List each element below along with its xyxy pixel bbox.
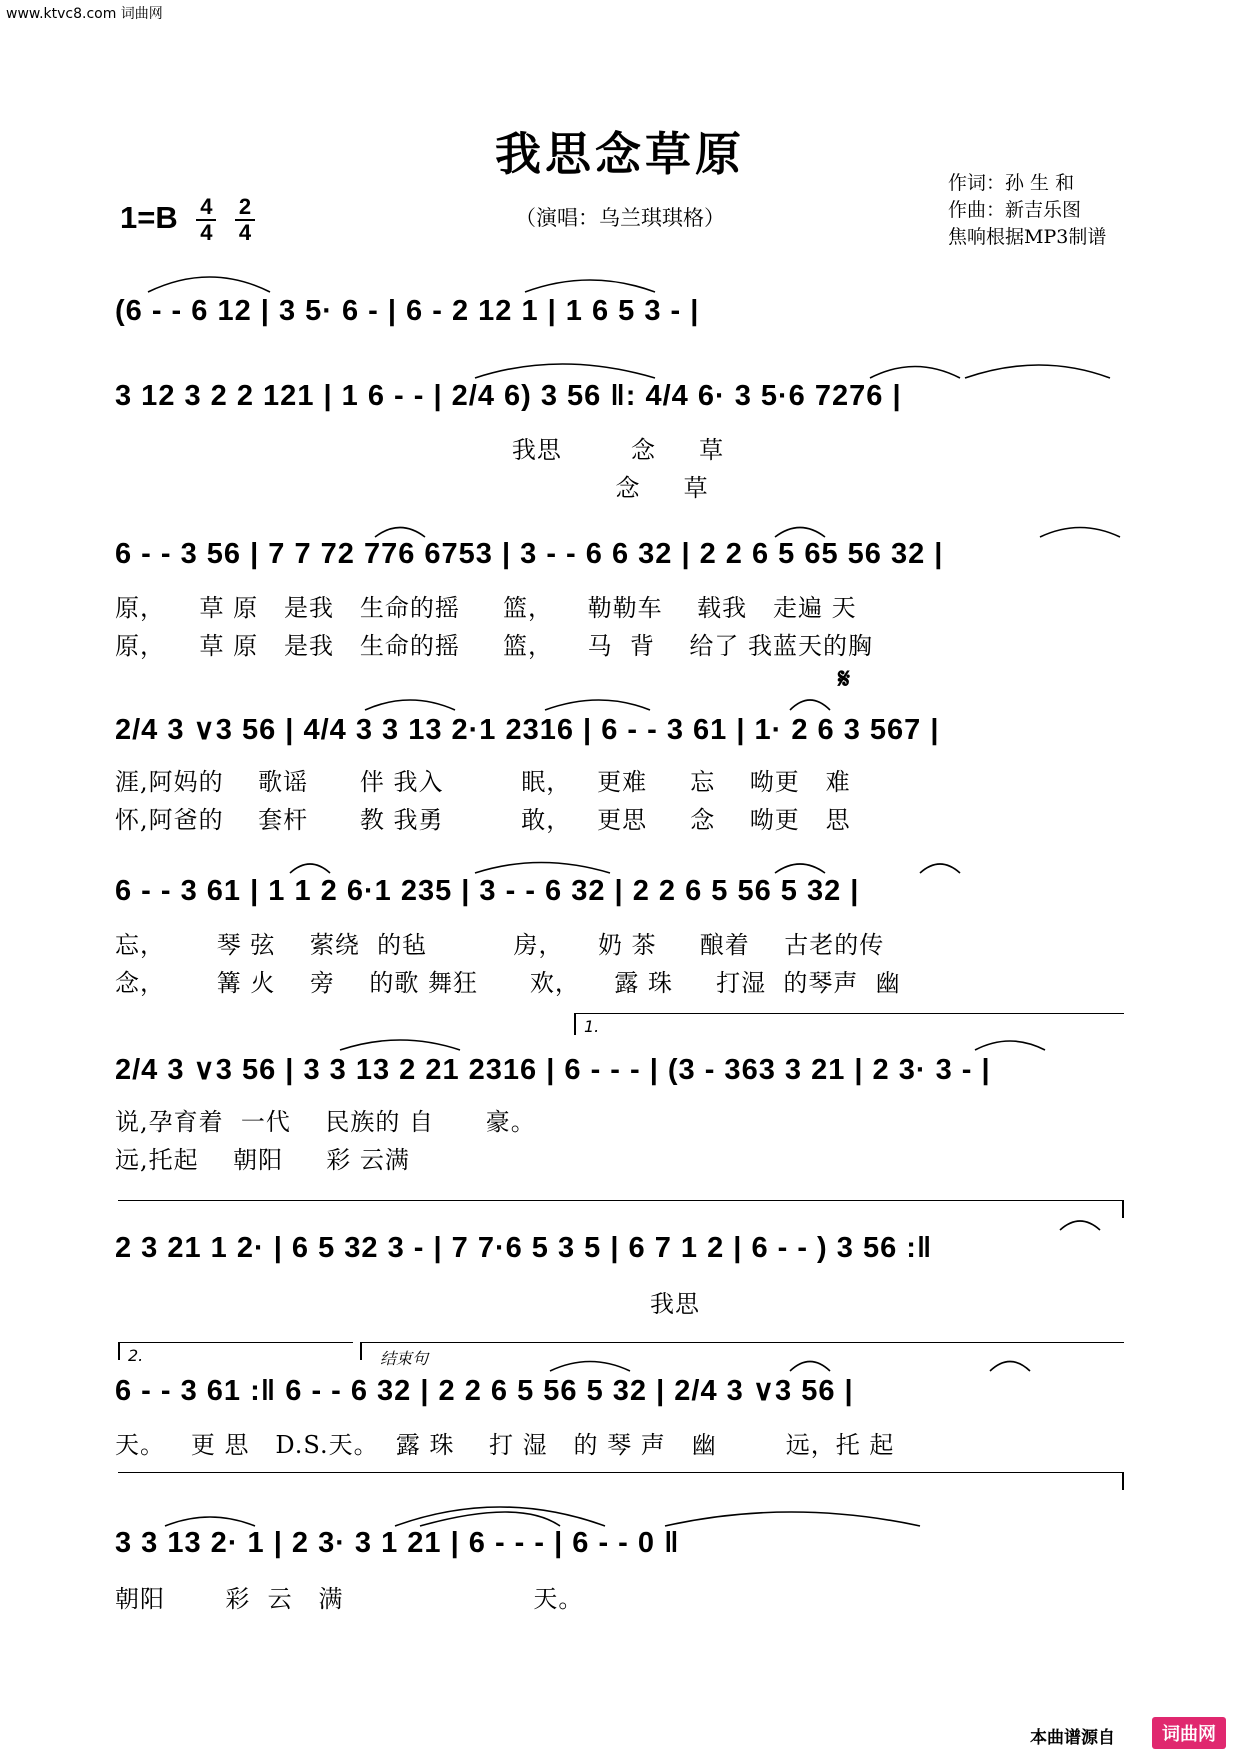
notation-line: (6 - - 6 12 | 3 5· 6 - | 6 - 2 12 1 | 1 6 5 3 - | <box>115 295 700 327</box>
score-system-7 <box>115 1232 1125 1332</box>
lyric-verse-2: 远,托起 朝阳 彩 云满 <box>115 1146 410 1174</box>
volta-continuation-end <box>1122 1200 1124 1218</box>
score-system-8 <box>115 1373 1125 1473</box>
notation-line: 6 - - 3 56 | 7 7 72 776 6753 | 3 - - 6 6 32 | 2 2 6 5 65 56 32 | <box>115 538 944 570</box>
slur <box>545 700 650 710</box>
slur <box>775 528 825 538</box>
lyric-verse-1: 我思 <box>115 1290 700 1318</box>
notation-line: 2/4 3 ∨3 56 | 3 3 13 2 21 2316 | 6 - - - | (3 - 363 3 21 | 2 3· 3 - | <box>115 1054 991 1086</box>
slur <box>990 1362 1030 1372</box>
volta-1-label: 1. <box>584 1017 600 1036</box>
slur <box>790 700 830 710</box>
volta-continuation-line <box>118 1200 1123 1201</box>
slur <box>290 864 330 873</box>
composer-credit: 作曲：新吉乐图 <box>948 199 1082 221</box>
ending-continuation-end <box>1122 1472 1124 1490</box>
notation-line: 2 3 21 1 2· | 6 5 32 3 - | 7 7·6 5 3 5 | 6 7 1 2 | 6 - - ) 3 56 :‖ <box>115 1232 933 1264</box>
score-system-3 <box>115 538 1125 668</box>
lyric-verse-2: 念， 篝 火 旁 的歌 舞狂 欢， 露 珠 打湿 的琴声 幽 <box>115 969 901 997</box>
slur <box>395 1507 605 1526</box>
credits-block <box>948 170 1106 251</box>
slur <box>870 367 960 379</box>
volta-2-label: 2. <box>128 1346 144 1365</box>
slur <box>775 864 825 873</box>
lyric-verse-1: 我思 念 草 <box>115 436 725 464</box>
song-title: 我思念草原 <box>495 127 745 181</box>
lyric-verse-1: 原， 草 原 是我 生命的摇 篮， 勒勒车 载我 走遍 天 <box>115 594 857 622</box>
time-signature-1: $\frac{4}{4}$ <box>196 196 216 244</box>
lyric-verse-1: 涯,阿妈的 歌谣 伴 我入 眠， 更难 忘 呦更 难 <box>115 768 851 796</box>
singer-credit: （演唱：乌兰琪琪格） <box>515 206 725 230</box>
slur <box>420 1512 560 1526</box>
slur <box>165 1517 255 1526</box>
slur <box>1060 1221 1100 1230</box>
notation-line: 2/4 3 ∨3 56 | 4/4 3 3 13 2·1 2316 | 6 - - 3 61 | 1· 2 6 3 567 | <box>115 714 940 746</box>
score-system-2 <box>115 380 1125 510</box>
key-signature <box>120 196 255 244</box>
lyric-verse-1: 忘， 琴 弦 萦绕 的毡 房， 奶 茶 酿着 古老的传 <box>115 931 885 959</box>
lyric-verse-1: 说,孕育着 一代 民族的 自 豪。 <box>115 1108 536 1136</box>
slur <box>975 1041 1045 1050</box>
slur <box>550 1362 630 1372</box>
slur <box>340 1040 460 1050</box>
lyric-verse-2: 念 草 <box>115 474 709 502</box>
arranger-credit: 焦响根据MP3制谱 <box>948 226 1107 248</box>
slur <box>965 365 1110 378</box>
slur <box>375 528 425 538</box>
lyric-verse-1: 天。 更 思 D.S.天。 露 珠 打 湿 的 琴 声 幽 远，托 起 <box>115 1431 895 1459</box>
volta-2-bracket-left <box>118 1342 120 1360</box>
score-system-6 <box>115 1052 1125 1182</box>
ending-bracket-left <box>360 1342 362 1360</box>
slur <box>148 277 270 292</box>
slur <box>920 864 960 873</box>
slur <box>475 364 655 378</box>
volta-1-bracket <box>574 1013 1124 1014</box>
volta-1-bracket-left <box>574 1013 576 1035</box>
lyricist-credit: 作词：孙 生 和 <box>948 172 1075 194</box>
slur <box>525 280 655 292</box>
ending-label: 结束句 <box>380 1349 429 1368</box>
slur <box>790 1362 830 1372</box>
key-label: 1=B <box>120 200 178 236</box>
slur <box>475 863 610 874</box>
site-logo[interactable]: 词曲网 <box>1152 1717 1226 1749</box>
lyric-verse-2: 怀,阿爸的 套杆 教 我勇 敢， 更思 念 呦更 思 <box>115 806 851 834</box>
slur <box>365 700 455 710</box>
slur <box>665 1512 920 1526</box>
slur <box>1040 528 1120 538</box>
notation-line: 6 - - 3 61 | 1 1 2 6·1 235 | 3 - - 6 32 | 2 2 6 5 56 5 32 | <box>115 875 860 907</box>
notation-line: 3 3 13 2· 1 | 2 3· 3 1 21 | 6 - - - | 6 - - 0 ‖ <box>115 1527 680 1559</box>
lyric-verse-2: 原， 草 原 是我 生命的摇 篮， 马 背 给了 我蓝天的胸 <box>115 632 873 660</box>
notation-line: 6 - - 3 61 :‖ 6 - - 6 32 | 2 2 6 5 56 5 32 | 2/4 3 ∨3 56 | <box>115 1375 854 1407</box>
volta-2-bracket <box>118 1342 353 1343</box>
score-system-4 <box>115 712 1125 842</box>
site-watermark-text: www.ktvc8.com 词曲网 <box>6 6 163 22</box>
ending-continuation-line <box>118 1472 1123 1473</box>
score-system-1 <box>115 295 1125 355</box>
time-signature-2: $\frac{2}{4}$ <box>235 196 255 244</box>
notation-line: 3 12 3 2 2 121 | 1 6 - - | 2/4 6) 3 56 ‖: 4/4 6· 3 5·6 7276 | <box>115 380 902 412</box>
ending-bracket <box>360 1342 1124 1343</box>
score-system-5 <box>115 875 1125 1005</box>
source-label: 本曲谱源自 <box>1030 1728 1115 1748</box>
segno-sign: 𝄋 <box>838 662 851 695</box>
score-system-9 <box>115 1527 1125 1627</box>
lyric-verse-1: 朝阳 彩 云 满 天。 <box>115 1585 584 1613</box>
